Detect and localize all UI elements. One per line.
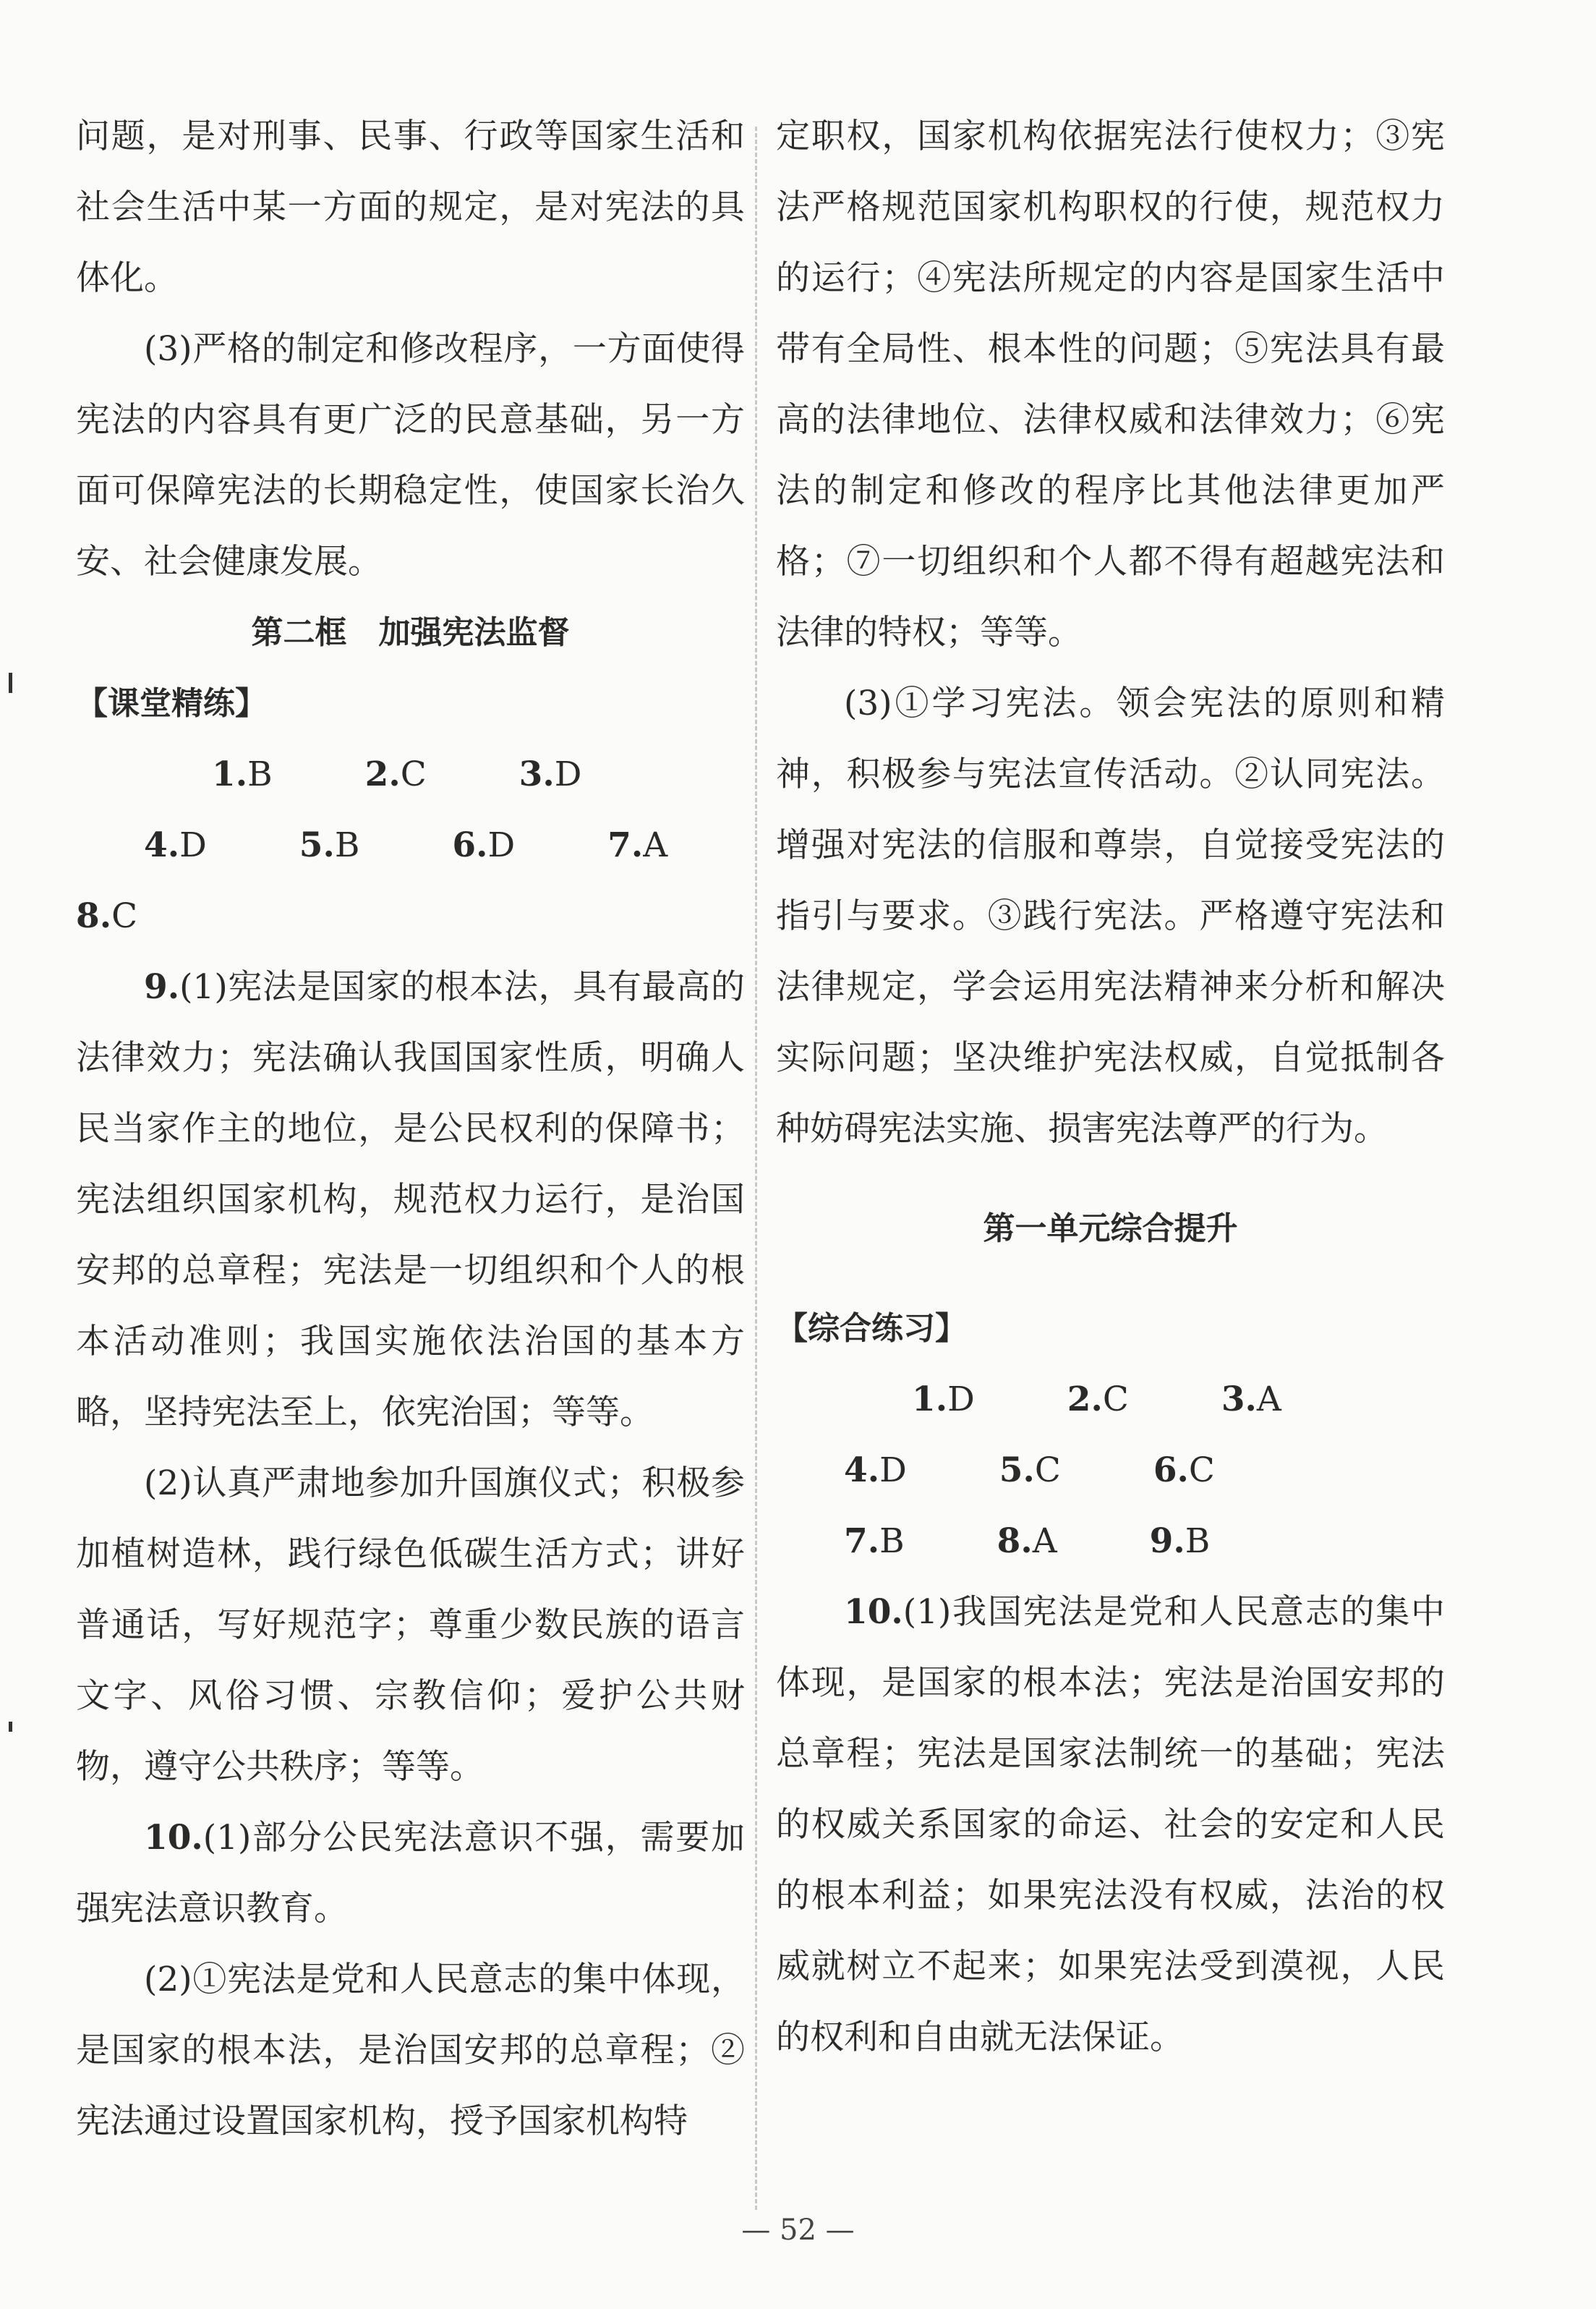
question-9-part-1: 9.(1)宪法是国家的根本法，具有最高的法律效力；宪法确认我国国家性质，明确人民当家作主的地位，是公民权利的保障书；宪法组织国家机构，规范权力运行，是治国安邦的总章程；宪法是一切组织和个人的根本活动准则；我国实施依法治国的基本方略，坚持宪法至上，依宪治国；等等。	[76, 967, 745, 1432]
answer-item: 2.C	[364, 754, 427, 794]
answer-item: 8.C	[76, 896, 138, 936]
answer-item: 7.A	[607, 825, 668, 865]
spacer	[776, 1264, 1445, 1293]
question-10-part-2: (2)①宪法是党和人民意志的集中体现，是国家的根本法，是治国安邦的总章程；②宪法通过设置国家机构，授予国家机构特	[76, 1960, 745, 2141]
answer-item: 1.D	[912, 1379, 975, 1419]
section-label: 【综合练习】	[776, 1310, 967, 1347]
spacer	[776, 1165, 1445, 1194]
answer-item: 3.A	[1221, 1379, 1281, 1419]
answer-item: 3.D	[519, 754, 582, 794]
question-9-part-2: (2)认真严肃地参加升国旗仪式；积极参加植树造林，践行绿色低碳生活方式；讲好普通话，写好规范字；尊重少数民族的语言文字、风俗习惯、宗教信仰；爱护公共财物，遵守公共秩序；等等。	[76, 1463, 745, 1787]
left-column	[76, 101, 745, 2157]
answer-item: 6.D	[452, 825, 516, 865]
answer-item: 5.C	[999, 1450, 1061, 1490]
answer-list	[76, 739, 745, 952]
question-10-part-1: 10.(1)部分公民宪法意识不强，需要加强宪法意识教育。	[76, 1818, 745, 1929]
answer-item: 4.D	[144, 825, 207, 865]
answer-item: 7.B	[844, 1521, 905, 1561]
section-label: 【课堂精练】	[76, 685, 267, 722]
paragraph: 定职权，国家机构依据宪法行使权力；③宪法严格规范国家机构职权的行使，规范权力的运行；④宪法所规定的内容是国家生活中带有全局性、根本性的问题；⑤宪法具有最高的法律地位、法律权威和法律效力；⑥宪法的制定和修改的程序比其他法律更加严格；⑦一切组织和个人都不得有超越宪法和法律的特权；等等。	[776, 116, 1445, 652]
scan-mark	[9, 1722, 12, 1732]
answer-item: 9.B	[1149, 1521, 1211, 1561]
paragraph: (3)严格的制定和修改程序，一方面使得宪法的内容具有更广泛的民意基础，另一方面可保障宪法的长期稳定性，使国家长治久安、社会健康发展。	[76, 329, 745, 582]
paragraph: 问题，是对刑事、民事、行政等国家生活和社会生活中某一方面的规定，是对宪法的具体化。	[76, 116, 745, 298]
section-title: 第二框 加强宪法监督	[251, 614, 570, 651]
answer-item: 5.B	[299, 825, 360, 865]
answer-item: 6.C	[1153, 1450, 1215, 1490]
right-column	[776, 101, 1445, 2073]
column-divider	[755, 127, 757, 2210]
scan-mark	[9, 673, 12, 693]
answer-item: 4.D	[844, 1450, 907, 1490]
question-10-part-1: 10.(1)我国宪法是党和人民意志的集中体现，是国家的根本法；宪法是治国安邦的总章程；宪法是国家法制统一的基础；宪法的权威关系国家的命运、社会的安定和人民的根本利益；如果宪法没有权威，法治的权威就树立不起来；如果宪法受到漠视，人民的权利和自由就无法保证。	[776, 1592, 1445, 2057]
answer-item: 2.C	[1067, 1379, 1129, 1419]
paragraph: (3)①学习宪法。领会宪法的原则和精神，积极参与宪法宣传活动。②认同宪法。增强对宪法的信服和尊崇，自觉接受宪法的指引与要求。③践行宪法。严格遵守宪法和法律规定，学会运用宪法精神来分析和解决实际问题；坚决维护宪法权威，自觉抵制各种妨碍宪法实施、损害宪法尊严的行为。	[776, 684, 1445, 1149]
answer-item: 8.A	[997, 1521, 1057, 1561]
section-title: 第一单元综合提升	[983, 1210, 1238, 1247]
page-number: — 52 —	[741, 2214, 855, 2247]
answer-item: 1.B	[212, 754, 273, 794]
answer-list	[776, 1364, 1445, 1577]
